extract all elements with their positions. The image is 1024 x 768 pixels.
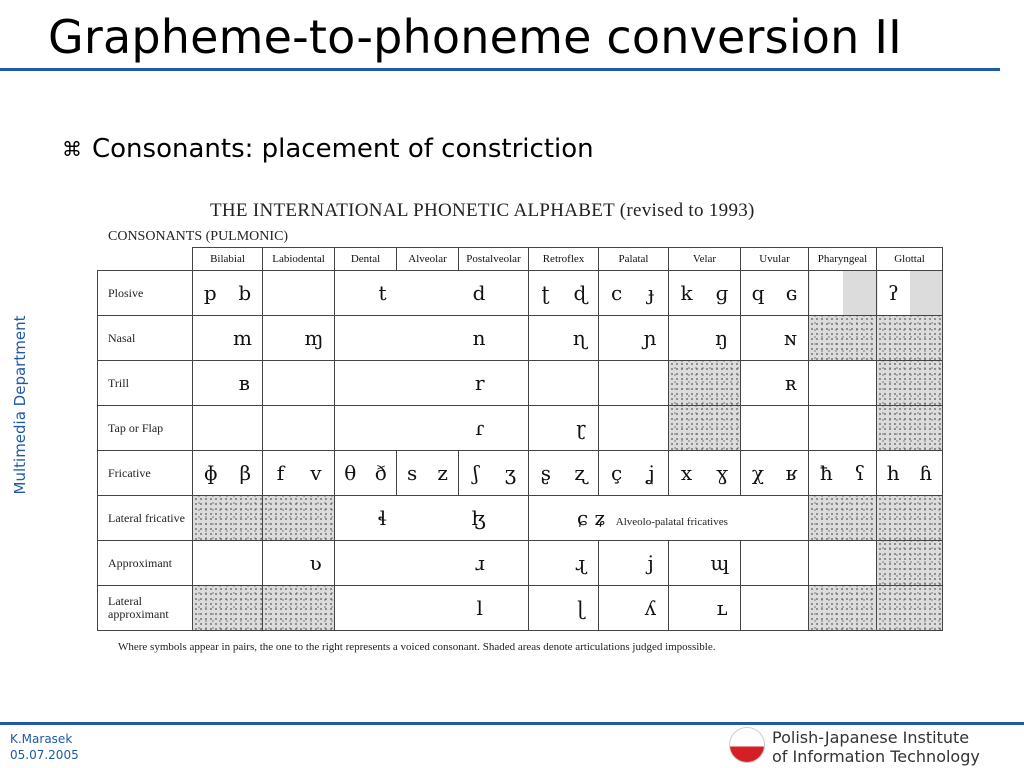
ipa-symbol: ɖ [573, 281, 587, 305]
ipa-cell [529, 316, 599, 361]
shaded-cell [877, 406, 943, 451]
shaded-cell [193, 586, 263, 631]
shaded-cell [877, 316, 943, 361]
ipa-cell [741, 271, 809, 316]
footer-author-block [10, 731, 79, 763]
ipa-chart-subtitle: CONSONANTS (PULMONIC) [108, 229, 289, 244]
ipa-cell [193, 361, 263, 406]
ipa-chart-title: THE INTERNATIONAL PHONETIC ALPHABET (revised to 1993) [210, 200, 755, 221]
ipa-cell [529, 271, 599, 316]
shaded-cell [193, 496, 263, 541]
alveolo-palatal-note: Alveolo-palatal fricatives [615, 516, 728, 528]
column-header: Palatal [599, 248, 669, 271]
row-label: Tap or Flap [98, 406, 193, 451]
table-row [98, 451, 943, 496]
ipa-cell [669, 541, 741, 586]
ipa-cell [599, 271, 669, 316]
ipa-cell [877, 271, 943, 316]
ipa-cell [193, 316, 263, 361]
ipa-cell [809, 361, 877, 406]
ipa-symbol: ʈ [541, 281, 550, 305]
ipa-symbol: r [474, 371, 485, 395]
ipa-symbol: ɽ [575, 416, 586, 440]
column-header: Dental [335, 248, 397, 271]
ipa-symbol: ɕ ʑ [577, 506, 606, 530]
ipa-cell [263, 361, 335, 406]
shaded-cell [877, 541, 943, 586]
ipa-symbol: ʃ [473, 461, 479, 485]
ipa-cell [529, 406, 599, 451]
ipa-cell [599, 451, 669, 496]
ipa-symbol: x [680, 461, 693, 485]
table-row [98, 316, 943, 361]
ipa-cell [335, 541, 529, 586]
command-key-icon: ⌘ [62, 137, 82, 161]
ipa-cell [193, 451, 263, 496]
ipa-cell [741, 361, 809, 406]
column-header: Bilabial [193, 248, 263, 271]
ipa-symbol: ɟ [647, 281, 655, 305]
side-department-label: Multimedia Department [11, 315, 29, 495]
ipa-symbol: ɱ [304, 326, 324, 350]
row-label: Plosive [98, 271, 193, 316]
ipa-symbol: θ [344, 461, 357, 485]
slide-title: Grapheme-to-phoneme conversion II [48, 10, 902, 64]
ipa-cell [529, 451, 599, 496]
ipa-symbol: ʂ [540, 461, 551, 485]
table-row [98, 541, 943, 586]
ipa-symbol: ʁ [785, 461, 798, 485]
ipa-cell [263, 316, 335, 361]
column-header: Retroflex [529, 248, 599, 271]
ipa-cell [263, 541, 335, 586]
column-header: Postalveolar [459, 248, 529, 271]
shaded-cell [877, 496, 943, 541]
ipa-cell [529, 361, 599, 406]
ipa-cell [193, 541, 263, 586]
ipa-cell [741, 316, 809, 361]
column-header: Velar [669, 248, 741, 271]
ipa-symbol: t [378, 281, 387, 305]
institute-name [772, 728, 980, 766]
row-label: Fricative [98, 451, 193, 496]
author-name: K.Marasek [10, 732, 73, 746]
ipa-symbol: ɲ [643, 326, 657, 350]
ipa-symbol: ʔ [888, 281, 899, 305]
ipa-symbol: ŋ [715, 326, 728, 350]
ipa-cell [529, 586, 599, 631]
ipa-symbol: n [472, 326, 486, 350]
row-label: Lateral fricative [98, 496, 193, 541]
ipa-symbol: ɴ [784, 326, 797, 350]
shaded-cell [263, 586, 335, 631]
shaded-cell [669, 361, 741, 406]
ipa-cell [599, 586, 669, 631]
ipa-footnote: Where symbols appear in pairs, the one to the right represents a voiced consonant. Shaded areas denote articulations judged impossible. [118, 641, 716, 653]
ipa-symbol: ʙ [238, 371, 251, 395]
footer-divider [0, 722, 1024, 725]
ipa-symbol: ʝ [647, 461, 655, 485]
ipa-symbol: ħ [819, 461, 833, 485]
institute-line-1: Polish-Japanese Institute [772, 728, 970, 747]
ipa-cell [335, 316, 529, 361]
bullet-item [62, 134, 594, 164]
ipa-cell [335, 361, 529, 406]
ipa-cell [599, 316, 669, 361]
ipa-cell [193, 271, 263, 316]
ipa-symbol: v [310, 461, 322, 485]
ipa-symbol: ʟ [716, 596, 728, 620]
ipa-symbol: ʋ [309, 551, 322, 575]
shaded-cell [669, 406, 741, 451]
shaded-cell [809, 316, 877, 361]
ipa-cell [263, 271, 335, 316]
ipa-symbol: d [472, 281, 486, 305]
ipa-cell [669, 451, 741, 496]
ipa-cell [669, 316, 741, 361]
ipa-symbol: ɢ [785, 281, 798, 305]
ipa-cell [669, 271, 741, 316]
ipa-cell [529, 496, 809, 541]
ipa-symbol: ɰ [710, 551, 730, 575]
ipa-symbol: ɸ [203, 461, 218, 485]
ipa-symbol: ʕ [854, 461, 866, 485]
shaded-cell [263, 496, 335, 541]
ipa-symbol: k [680, 281, 693, 305]
ipa-cell [741, 541, 809, 586]
ipa-symbol: ʀ [785, 371, 797, 395]
table-header-row [98, 248, 943, 271]
ipa-cell [335, 496, 529, 541]
ipa-symbol: j [647, 551, 654, 575]
table-row [98, 496, 943, 541]
ipa-symbol: c [610, 281, 623, 305]
ipa-cell [599, 361, 669, 406]
ipa-cell [669, 586, 741, 631]
ipa-symbol: z [437, 461, 448, 485]
ipa-symbol: ɣ [716, 461, 729, 485]
ipa-symbol: ʎ [644, 596, 657, 620]
column-header: Alveolar [397, 248, 459, 271]
ipa-symbol: ɾ [475, 416, 485, 440]
ipa-cell [529, 541, 599, 586]
ipa-symbol: b [238, 281, 252, 305]
ipa-symbol: χ [751, 461, 764, 485]
ipa-symbol: ɮ [471, 506, 486, 530]
table-row [98, 586, 943, 631]
ipa-cell [263, 406, 335, 451]
shaded-cell [809, 496, 877, 541]
ipa-symbol: ʐ [574, 461, 587, 485]
ipa-cell [809, 451, 877, 496]
ipa-cell [193, 406, 263, 451]
ipa-symbol: p [203, 281, 217, 305]
table-corner [98, 248, 193, 271]
row-label: Trill [98, 361, 193, 406]
ipa-symbol: ɬ [377, 506, 387, 530]
ipa-symbol: f [276, 461, 285, 485]
ipa-symbol: ɳ [572, 326, 587, 350]
column-header: Labiodental [263, 248, 335, 271]
ipa-symbol: ɦ [919, 461, 933, 485]
ipa-symbol: ð [374, 461, 387, 485]
bullet-text: Consonants: placement of constriction [92, 134, 594, 164]
ipa-symbol: l [476, 596, 483, 620]
row-label: Lateral approximant [98, 586, 193, 631]
ipa-cell [335, 586, 529, 631]
title-divider [0, 68, 1000, 71]
ipa-consonant-table [97, 247, 943, 631]
shaded-cell [877, 586, 943, 631]
table-row [98, 271, 943, 316]
row-label: Approximant [98, 541, 193, 586]
ipa-symbol: ɻ [574, 551, 586, 575]
shaded-cell [877, 361, 943, 406]
ipa-cell [809, 541, 877, 586]
ipa-symbol: s [407, 461, 418, 485]
ipa-symbol: m [233, 326, 252, 350]
column-header: Uvular [741, 248, 809, 271]
table-row [98, 361, 943, 406]
ipa-cell [599, 541, 669, 586]
row-label: Nasal [98, 316, 193, 361]
institute-logo-icon [729, 727, 765, 763]
institute-line-2: of Information Technology [772, 747, 980, 766]
ipa-symbol: ʒ [504, 461, 517, 485]
ipa-cell [741, 586, 809, 631]
ipa-cell [741, 451, 809, 496]
ipa-cell [397, 451, 459, 496]
ipa-symbol: ɡ [715, 281, 729, 305]
ipa-symbol: ɹ [474, 551, 485, 575]
ipa-cell [877, 451, 943, 496]
ipa-cell [459, 451, 529, 496]
ipa-symbol: h [886, 461, 900, 485]
ipa-cell [809, 406, 877, 451]
slide-date: 05.07.2005 [10, 748, 79, 762]
ipa-cell [599, 406, 669, 451]
shaded-cell [809, 586, 877, 631]
column-header: Glottal [877, 248, 943, 271]
ipa-symbol: ç [610, 461, 623, 485]
ipa-cell [335, 271, 529, 316]
ipa-symbol: ɭ [577, 596, 585, 620]
table-row [98, 406, 943, 451]
ipa-cell [809, 271, 877, 316]
ipa-cell [335, 451, 397, 496]
column-header: Pharyngeal [809, 248, 877, 271]
ipa-cell [263, 451, 335, 496]
ipa-symbol: β [239, 461, 252, 485]
ipa-cell [741, 406, 809, 451]
ipa-symbol: q [751, 281, 765, 305]
ipa-cell [335, 406, 529, 451]
